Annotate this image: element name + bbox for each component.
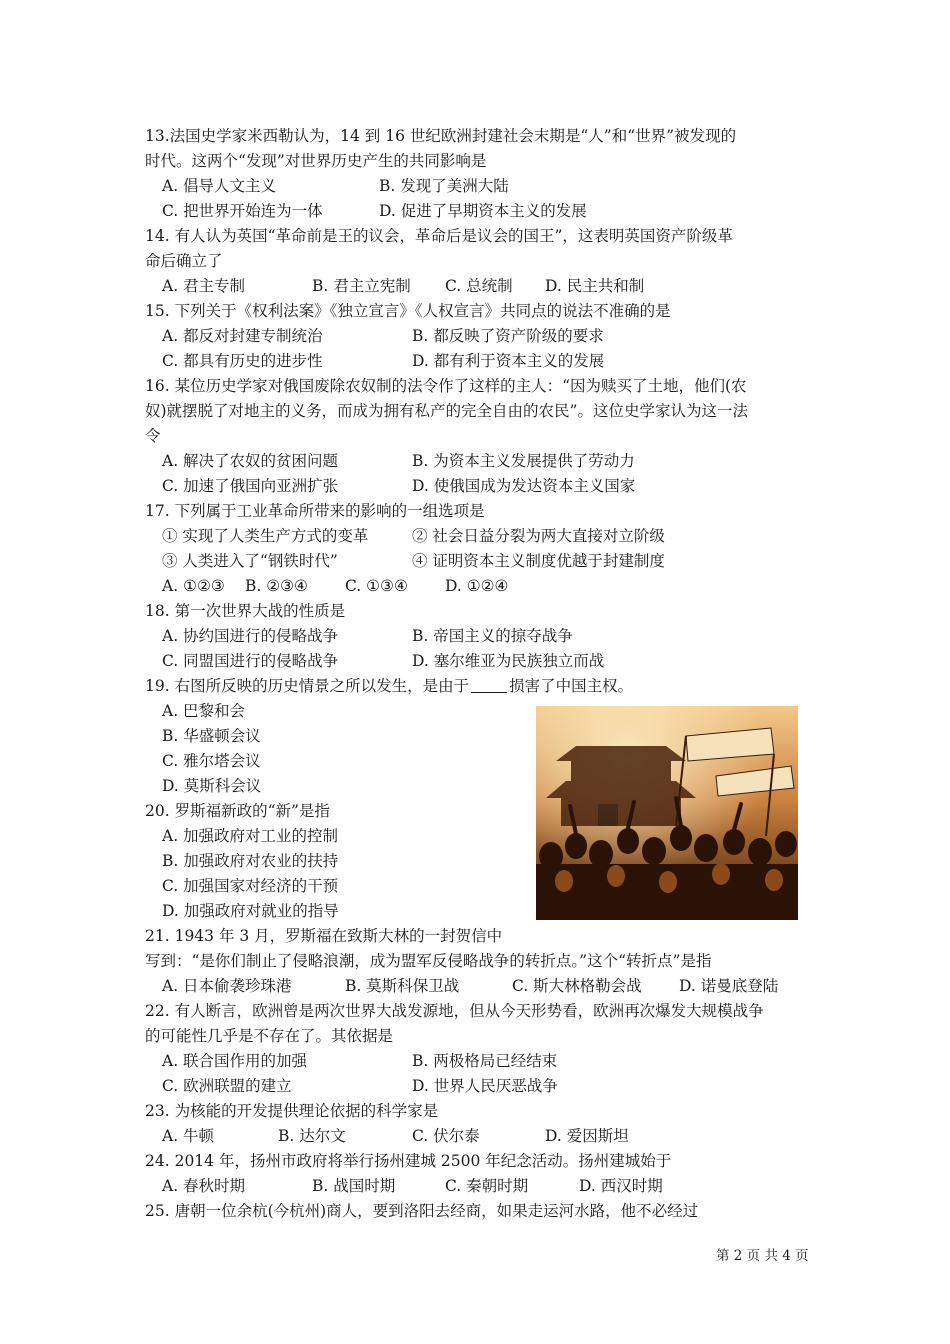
option-a: A. 春秋时期 [162, 1177, 246, 1195]
q13-options-row1 [145, 174, 813, 199]
option-a: A. 解决了农奴的贫困问题 [162, 452, 339, 470]
q14-options [145, 274, 813, 299]
option-d: D. 使俄国成为发达资本主义国家 [412, 477, 636, 495]
item-2: ② 社会日益分裂为两大直接对立阶级 [412, 527, 665, 545]
photo-illustration [536, 706, 798, 920]
q21-stem: 21. 1943 年 3 月，罗斯福在致斯大林的一封贺信中 [145, 927, 503, 945]
option-b: B. 达尔文 [278, 1127, 346, 1145]
q15-options-row1 [145, 324, 813, 349]
option-a: A. 协约国进行的侵略战争 [162, 627, 339, 645]
option-c: C. 加强国家对经济的干预 [162, 877, 339, 895]
q22-stem-cont: 的可能性几乎是不存在了。其依据是 [145, 1027, 394, 1045]
option-b: B. 战国时期 [312, 1177, 396, 1195]
option-b: B. 帝国主义的掠夺战争 [412, 627, 573, 645]
protest-crowd-photo [536, 706, 798, 920]
q14-stem: 14. 有人认为英国“革命前是王的议会，革命后是议会的国王”，这表明英国资产阶级革 [145, 227, 733, 245]
option-d: D. 莫斯科会议 [162, 777, 262, 795]
q13-options-row2 [145, 199, 813, 224]
q16-stem: 16. 某位历史学家对俄国废除农奴制的法令作了这样的主人：“因为赎买了土地，他们(农 [145, 377, 747, 395]
q25-stem: 25. 唐朝一位余杭(今杭州)商人，要到洛阳去经商，如果走运河水路，他不必经过 [145, 1202, 699, 1220]
option-c: C. 秦朝时期 [445, 1177, 529, 1195]
option-c: C. 总统制 [445, 277, 513, 295]
q24-stem: 24. 2014 年，扬州市政府将举行扬州建城 2500 年纪念活动。扬州建城始于 [145, 1152, 672, 1170]
q22-options-row1 [145, 1049, 813, 1074]
option-d: D. 民主共和制 [545, 277, 645, 295]
q23-stem: 23. 为核能的开发提供理论依据的科学家是 [145, 1102, 439, 1120]
option-c: C. 加速了俄国向亚洲扩张 [162, 477, 339, 495]
option-a: A. 君主专制 [162, 277, 246, 295]
q22-stem: 22. 有人断言，欧洲曾是两次世界大战发源地，但从今天形势看，欧洲再次爆发大规模战争 [145, 1002, 764, 1020]
q13-stem-cont: 时代。这两个“发现”对世界历史产生的共同影响是 [145, 152, 487, 170]
q14-stem-cont: 命后确立了 [145, 252, 223, 270]
option-b: B. 莫斯科保卫战 [345, 977, 460, 995]
option-b: B. ②③④ [245, 577, 308, 595]
option-c: C. 把世界开始连为一体 [162, 202, 323, 220]
q16-options-row2 [145, 474, 813, 499]
item-4: ④ 证明资本主义制度优越于封建制度 [412, 552, 665, 570]
answer-blank [471, 678, 507, 693]
q13-stem: 13.法国史学家米西勒认为，14 到 16 世纪欧洲封建社会末期是“人”和“世界”被发现的 [145, 127, 737, 145]
q18-options-row1 [145, 624, 813, 649]
option-a: A. 联合国作用的加强 [162, 1052, 308, 1070]
option-a: A. ①②③ [162, 577, 225, 595]
option-c: C. 都具有历史的进步性 [162, 352, 323, 370]
option-d: D. 塞尔维亚为民族独立而战 [412, 652, 605, 670]
q23-options [145, 1124, 813, 1149]
option-d: D. 促进了早期资本主义的发展 [379, 202, 587, 220]
option-c: C. 雅尔塔会议 [162, 752, 261, 770]
q16-stem-end: 令 [145, 427, 161, 445]
q18-options-row2 [145, 649, 813, 674]
option-b: B. 都反映了资产阶级的要求 [412, 327, 604, 345]
q16-stem-cont: 奴)就摆脱了对地主的义务，而成为拥有私产的完全自由的农民”。这位史学家认为这一法 [145, 402, 748, 420]
option-a: A. 巴黎和会 [162, 702, 246, 720]
q18-stem: 18. 第一次世界大战的性质是 [145, 602, 346, 620]
option-d: D. 世界人民厌恶战争 [412, 1077, 558, 1095]
q22-options-row2 [145, 1074, 813, 1099]
question-list [145, 124, 813, 1224]
option-a: A. 倡导人文主义 [162, 177, 277, 195]
option-b: B. 两极格局已经结束 [412, 1052, 558, 1070]
q21-options [145, 974, 813, 999]
page-number: 第 2 页 共 4 页 [716, 1248, 809, 1264]
item-3: ③ 人类进入了“钢铁时代” [162, 552, 338, 570]
option-b: B. 为资本主义发展提供了劳动力 [412, 452, 635, 470]
option-b: B. 君主立宪制 [312, 277, 411, 295]
q19-stem-tail: 损害了中国主权。 [509, 677, 634, 695]
option-d: D. 西汉时期 [579, 1177, 663, 1195]
q19-stem [145, 674, 813, 699]
option-b: B. 加强政府对农业的扶持 [162, 852, 339, 870]
option-a: A. 牛顿 [162, 1127, 215, 1145]
q21-stem-cont: 写到：“是你们制止了侵略浪潮，成为盟军反侵略战争的转折点。”这个“转折点”是指 [145, 952, 712, 970]
option-d: D. 爱因斯坦 [545, 1127, 629, 1145]
option-c: C. 欧洲联盟的建立 [162, 1077, 292, 1095]
option-b: B. 华盛顿会议 [162, 727, 261, 745]
option-d: D. 都有利于资本主义的发展 [412, 352, 605, 370]
option-c: C. ①③④ [345, 577, 408, 595]
q20-stem: 20. 罗斯福新政的“新”是指 [145, 802, 330, 820]
q19-stem-text: 19. 右图所反映的历史情景之所以发生，是由于 [145, 677, 470, 695]
option-d: D. 加强政府对就业的指导 [162, 902, 339, 920]
option-c: C. 伏尔泰 [412, 1127, 480, 1145]
option-d: D. 诺曼底登陆 [679, 977, 779, 995]
option-b: B. 发现了美洲大陆 [379, 177, 509, 195]
q17-stem: 17. 下列属于工业革命所带来的影响的一组选项是 [145, 502, 485, 520]
option-a: A. 加强政府对工业的控制 [162, 827, 339, 845]
q17-items-row1 [145, 524, 813, 549]
q15-options-row2 [145, 349, 813, 374]
option-a: A. 日本偷袭珍珠港 [162, 977, 292, 995]
option-c: C. 斯大林格勒会战 [512, 977, 642, 995]
q16-options-row1 [145, 449, 813, 474]
q24-options [145, 1174, 813, 1199]
item-1: ① 实现了人类生产方式的变革 [162, 527, 369, 545]
q17-items-row2 [145, 549, 813, 574]
q17-options [145, 574, 813, 599]
q15-stem: 15. 下列关于《权利法案》《独立宣言》《人权宣言》共同点的说法不准确的是 [145, 302, 671, 320]
option-c: C. 同盟国进行的侵略战争 [162, 652, 339, 670]
option-a: A. 都反对封建专制统治 [162, 327, 323, 345]
option-d: D. ①②④ [445, 577, 509, 595]
